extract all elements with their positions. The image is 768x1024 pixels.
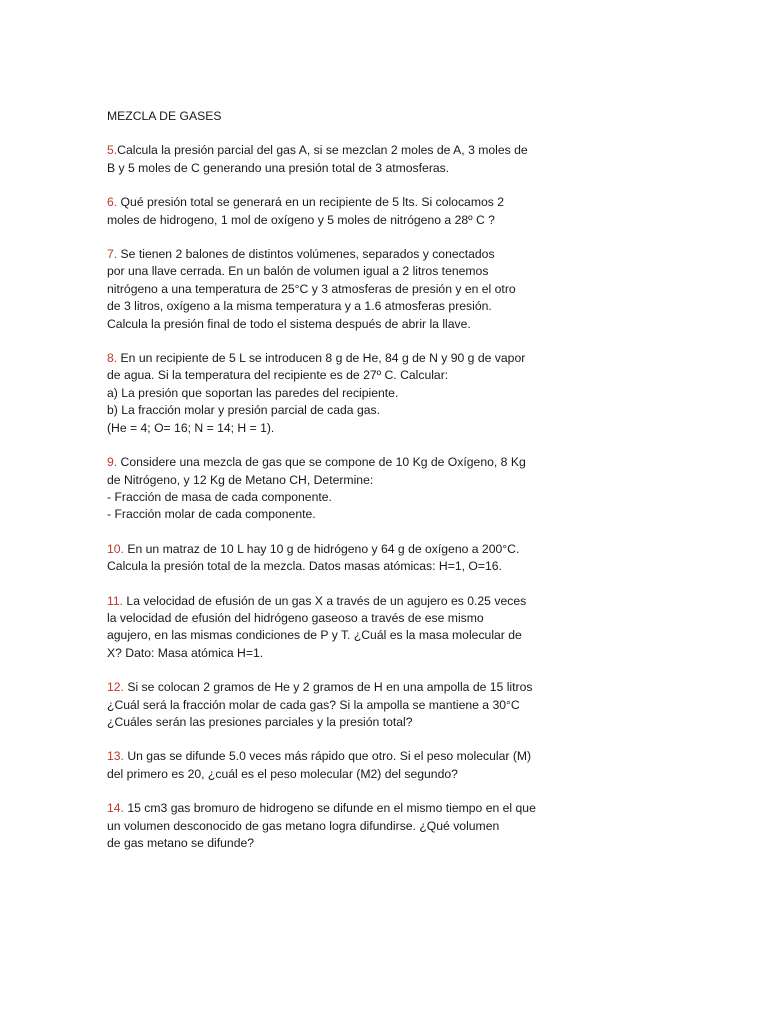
- problem-number: 10.: [107, 541, 124, 556]
- problem-number: 13.: [107, 749, 124, 764]
- problem-line: [107, 714, 577, 731]
- problem-line: [107, 472, 577, 489]
- problem-line: [107, 679, 577, 696]
- problem-text: de Nitrógeno, y 12 Kg de Metano CH, Determine:: [107, 472, 374, 487]
- problem-text: (He = 4; O= 16; N = 14; H = 1).: [107, 420, 275, 435]
- problem-text: La velocidad de efusión de un gas X a través de un agujero es 0.25 veces: [123, 593, 527, 608]
- problem-text: En un matraz de 10 L hay 10 g de hidrógeno y 64 g de oxígeno a 200°C.: [123, 541, 520, 556]
- problem-number: 5.: [107, 143, 118, 158]
- problem-text: de gas metano se difunde?: [107, 836, 255, 850]
- problem-line: [107, 385, 577, 402]
- problem-text: Considere una mezcla de gas que se compone de 10 Kg de Oxígeno, 8 Kg: [117, 455, 526, 470]
- problem-line: [107, 316, 577, 333]
- problem-text: - Fracción molar de cada componente.: [107, 507, 316, 522]
- problem-text: 15 cm3 gas bromuro de hidrogeno se difunde en el mismo tiempo en el que: [123, 801, 536, 816]
- problem-text: ¿Cuál será la fracción molar de cada gas? Si la ampolla se mantiene a 30°C: [107, 697, 520, 712]
- problem-text: moles de hidrogeno, 1 mol de oxígeno y 5 moles de nitrógeno a 28º C ?: [107, 212, 495, 227]
- problem-text: b) La fracción molar y presión parcial de cada gas.: [107, 403, 381, 418]
- problem-line: [107, 263, 577, 280]
- problem-item: [107, 350, 577, 437]
- problem-number: 7.: [107, 247, 118, 262]
- problem-text: de agua. Si la temperatura del recipiente es de 27º C. Calcular:: [107, 368, 449, 383]
- problem-line: [107, 697, 577, 714]
- problem-line: [107, 818, 577, 835]
- problem-number: 9.: [107, 455, 118, 470]
- problem-line: [107, 160, 577, 177]
- problem-text: En un recipiente de 5 L se introducen 8 g de He, 84 g de N y 90 g de vapor: [117, 351, 526, 366]
- document-title: MEZCLA DE GASES: [107, 109, 222, 123]
- problem-item: [107, 194, 577, 229]
- problem-line: [107, 298, 577, 315]
- problem-line: [107, 420, 577, 437]
- problem-text: la velocidad de efusión del hidrógeno gaseoso a través de ese mismo: [107, 610, 484, 625]
- problem-text: nitrógeno a una temperatura de 25°C y 3 atmosferas de presión y en el otro: [107, 281, 516, 296]
- problem-item: [107, 541, 577, 576]
- problem-number: 12.: [107, 680, 124, 695]
- problem-text: X? Dato: Masa atómica H=1.: [107, 645, 264, 660]
- problem-line: [107, 246, 577, 263]
- problem-text: Calcula la presión total de la mezcla. Datos masas atómicas: H=1, O=16.: [107, 559, 502, 574]
- problem-line: [107, 835, 577, 852]
- problem-item: [107, 800, 577, 852]
- problem-line: [107, 645, 577, 662]
- problem-text: a) La presión que soportan las paredes del recipiente.: [107, 385, 399, 400]
- problem-text: Un gas se difunde 5.0 veces más rápido que otro. Si el peso molecular (M): [123, 749, 532, 764]
- problem-line: [107, 194, 577, 211]
- problem-line: [107, 281, 577, 298]
- problem-line: [107, 212, 577, 229]
- problem-list: [107, 142, 577, 852]
- problem-number: 8.: [107, 351, 118, 366]
- problem-item: [107, 246, 577, 333]
- problem-text: de 3 litros, oxígeno a la misma temperatura y a 1.6 atmosferas presión.: [107, 299, 492, 314]
- problem-text: agujero, en las mismas condiciones de P y T. ¿Cuál es la masa molecular de: [107, 628, 522, 643]
- problem-line: [107, 454, 577, 471]
- problem-number: 11.: [107, 593, 124, 608]
- problem-item: [107, 679, 577, 731]
- problem-text: Si se colocan 2 gramos de He y 2 gramos de H en una ampolla de 15 litros: [123, 680, 533, 695]
- problem-text: un volumen desconocido de gas metano logra difundirse. ¿Qué volumen: [107, 818, 500, 833]
- problem-text: Se tienen 2 balones de distintos volúmenes, separados y conectados: [117, 247, 495, 262]
- problem-line: [107, 142, 577, 159]
- problem-text: Qué presión total se generará en un recipiente de 5 lts. Si colocamos 2: [117, 195, 505, 210]
- problem-line: [107, 402, 577, 419]
- document-page: [107, 108, 577, 869]
- problem-item: [107, 454, 577, 524]
- problem-line: [107, 748, 577, 765]
- problem-line: [107, 489, 577, 506]
- problem-line: [107, 627, 577, 644]
- problem-text: del primero es 20, ¿cuál es el peso molecular (M2) del segundo?: [107, 766, 458, 781]
- problem-number: 6.: [107, 195, 118, 210]
- problem-number: 14.: [107, 801, 124, 816]
- problem-line: [107, 766, 577, 783]
- problem-line: [107, 610, 577, 627]
- problem-text: Calcula la presión parcial del gas A, si se mezclan 2 moles de A, 3 moles de: [117, 143, 528, 158]
- problem-text: - Fracción de masa de cada componente.: [107, 489, 332, 504]
- problem-item: [107, 142, 577, 177]
- problem-item: [107, 748, 577, 783]
- problem-text: B y 5 moles de C generando una presión total de 3 atmosferas.: [107, 160, 450, 175]
- problem-line: [107, 541, 577, 558]
- problem-text: por una llave cerrada. En un balón de volumen igual a 2 litros tenemos: [107, 264, 489, 279]
- problem-line: [107, 558, 577, 575]
- problem-line: [107, 800, 577, 817]
- problem-line: [107, 350, 577, 367]
- problem-text: Calcula la presión final de todo el sistema después de abrir la llave.: [107, 316, 471, 331]
- problem-item: [107, 593, 577, 663]
- problem-line: [107, 367, 577, 384]
- problem-line: [107, 506, 577, 523]
- problem-text: ¿Cuáles serán las presiones parciales y la presión total?: [107, 714, 413, 729]
- problem-line: [107, 593, 577, 610]
